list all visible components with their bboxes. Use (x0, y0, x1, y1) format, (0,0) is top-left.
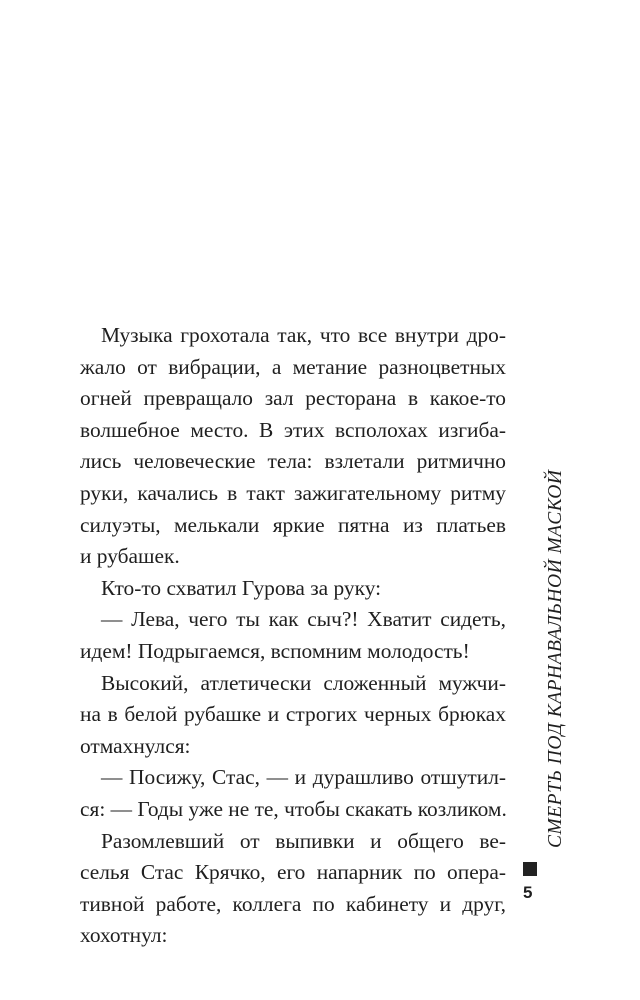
text-line: и рубашек. (80, 544, 180, 569)
text-line: — Посижу, Стас, — и дурашливо отшутил- (101, 765, 506, 790)
text-line: Кто-то схватил Гурова за руку: (101, 575, 382, 600)
text-line: силуэты, мелькали яркие пятна из платьев (80, 512, 506, 537)
text-line: Разомлевший от выпивки и общего ве- (101, 828, 506, 853)
text-line: Музыка грохотала так, что все внутри дро- (101, 323, 506, 347)
text-line: селья Стас Крячко, его напарник по опера- (80, 860, 506, 885)
text-line: отмахнулся: (80, 733, 191, 758)
body-text (80, 320, 507, 952)
text-line: — Лева, чего ты как сыч?! Хватит сидеть, (101, 607, 506, 632)
running-head: СМЕРТЬ ПОД КАРНАВАЛЬНОЙ МАСКОЙ (545, 469, 566, 848)
text-line: тивной работе, коллега по кабинету и друг, (80, 891, 506, 916)
text-line: жало от вибрации, а метание разноцветных (80, 354, 506, 379)
text-line: на в белой рубашке и строгих черных брюках (80, 702, 506, 727)
text-line: хохотнул: (80, 923, 168, 948)
text-line: идем! Подрыгаемся, вспомним молодость! (80, 638, 470, 663)
text-line: ся: — Годы уже не те, чтобы скакать козликом. (80, 796, 507, 821)
square-marker-icon (523, 862, 537, 876)
text-line: огней превращало зал ресторана в какое-то (80, 386, 506, 411)
text-line: лись человеческие тела: взлетали ритмично (80, 449, 506, 474)
page-number: 5 (523, 883, 533, 902)
text-line: волшебное место. В этих всполохах изгиба- (80, 417, 506, 442)
text-line: Высокий, атлетически сложенный мужчи- (101, 670, 506, 695)
text-line: руки, качались в такт зажигательному ритму (80, 480, 506, 505)
